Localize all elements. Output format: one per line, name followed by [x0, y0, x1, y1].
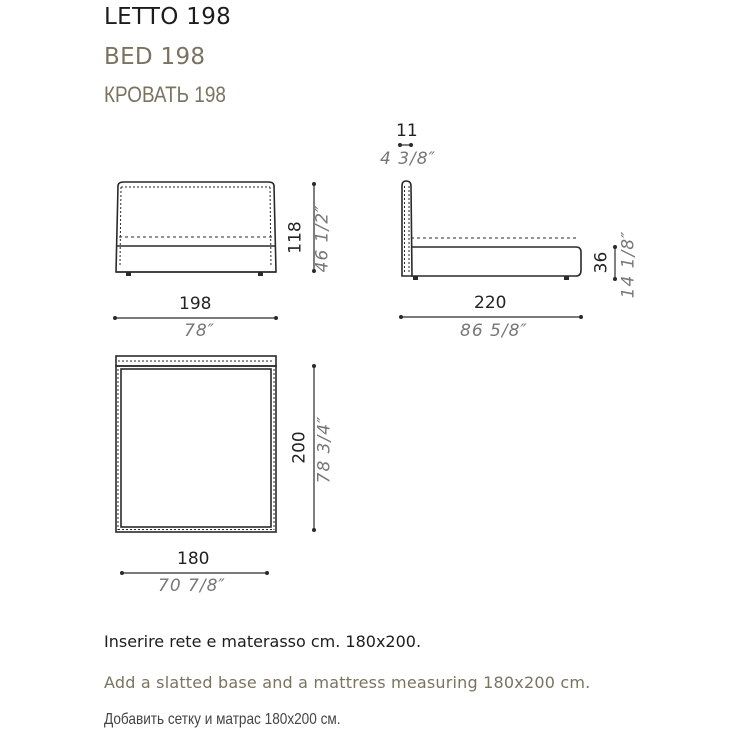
front-view-drawing — [116, 182, 276, 276]
front-width-cm: 198 — [179, 294, 212, 314]
side-view-drawing — [402, 181, 581, 280]
note-italian: Inserire rete e materasso cm. 180x200. — [104, 632, 422, 651]
side-length-cm: 220 — [474, 293, 507, 313]
front-height-in: 46 1/2″ — [312, 204, 333, 273]
base-height-cm: 36 — [591, 251, 612, 274]
top-width-in: 70 7/8″ — [158, 576, 226, 596]
front-width-in: 78″ — [184, 321, 215, 341]
title-english: BED 198 — [104, 44, 206, 70]
title-russian: КРОВАТЬ 198 — [104, 82, 226, 107]
top-length-in: 78 3/4″ — [314, 415, 335, 484]
title-italian: LETTO 198 — [104, 4, 232, 30]
top-width-cm: 180 — [177, 549, 210, 569]
headboard-thickness-cm: 11 — [396, 121, 418, 141]
note-russian: Добавить сетку и матрас 180x200 см. — [104, 711, 341, 728]
side-length-in: 86 5/8″ — [460, 321, 528, 341]
base-height-in: 14 1/8″ — [618, 230, 639, 299]
note-english: Add a slatted base and a mattress measuring 180x200 cm. — [104, 673, 591, 692]
top-view-drawing — [116, 356, 276, 532]
front-height-cm: 118 — [285, 221, 306, 254]
headboard-thickness-in: 4 3/8″ — [380, 149, 436, 169]
top-length-cm: 200 — [289, 431, 310, 464]
